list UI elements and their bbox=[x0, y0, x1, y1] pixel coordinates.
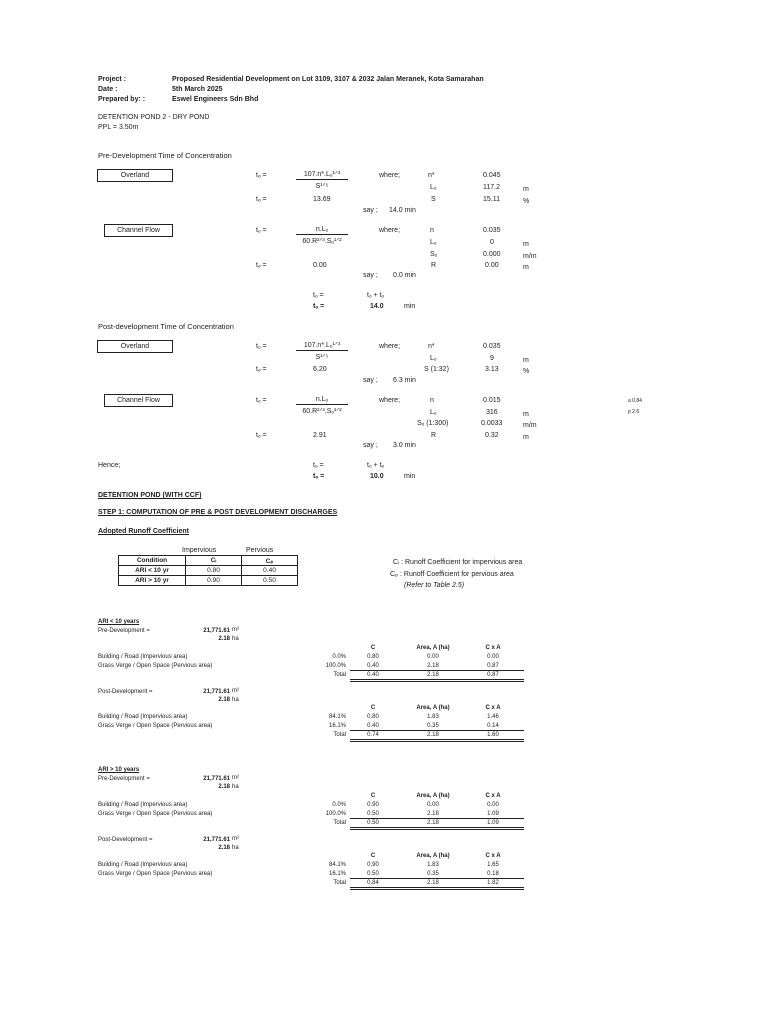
row-percent: 0.0% bbox=[332, 654, 346, 660]
pre-to-denom: S¹ᐟ⁵ bbox=[315, 183, 329, 190]
post-channel-box: Channel Flow bbox=[104, 394, 173, 407]
post-tc-label: tₒ = bbox=[313, 462, 324, 469]
post-dev-ha: 2.18 bbox=[218, 697, 230, 703]
row-area: 0.35 bbox=[427, 871, 439, 877]
runoff-coef-table bbox=[118, 555, 298, 586]
row-percent: 0.0% bbox=[332, 802, 346, 808]
runoff-coef-header-row bbox=[119, 556, 298, 566]
total-area: 2.18 bbox=[427, 732, 439, 738]
pre-tc-unit: min bbox=[404, 303, 416, 310]
col-header-area: Area, A (ha) bbox=[416, 645, 450, 651]
post-ch-sym-3: R bbox=[431, 432, 437, 439]
pre-td-label: tₒ = bbox=[256, 227, 267, 234]
row-cxa: 0.87 bbox=[487, 663, 499, 669]
pre-td-say: say ; bbox=[363, 272, 378, 279]
post-to-denom: S¹ᐟ⁵ bbox=[315, 354, 329, 361]
prepared-label: Prepared by: : bbox=[98, 96, 146, 103]
ppl-value: PPL = 3.50m bbox=[98, 124, 139, 131]
pre-to-say: say ; bbox=[363, 207, 378, 214]
total-bottom-rule-2 bbox=[350, 829, 524, 830]
pervious-header: Pervious bbox=[246, 547, 274, 554]
post-td-say-value: 3.0 min bbox=[393, 442, 416, 449]
total-label: Total bbox=[333, 672, 346, 678]
pre-tc-label: tₒ = bbox=[313, 292, 324, 299]
pre-dev-area: 21,771.61 bbox=[203, 776, 230, 782]
post-to-say: say ; bbox=[363, 377, 378, 384]
post-ov-sym-2: S (1:32) bbox=[424, 366, 449, 373]
post-dev-label: Post-Development = bbox=[98, 689, 153, 695]
row-area: 0.35 bbox=[427, 723, 439, 729]
ha-unit: ha bbox=[232, 845, 239, 851]
post-ch-sym-0: n bbox=[430, 397, 434, 404]
post-td-value: 2.91 bbox=[313, 432, 327, 439]
pre-ch-sym-1: Lₒ bbox=[430, 239, 437, 246]
total-bottom-rule-2 bbox=[350, 681, 524, 682]
ari-title: ARI > 10 years bbox=[98, 767, 140, 773]
row-cxa: 0.00 bbox=[487, 654, 499, 660]
row-description: Building / Road (Impervious area) bbox=[98, 862, 188, 868]
total-cxa: 1.82 bbox=[487, 880, 499, 886]
col-header-area: Area, A (ha) bbox=[416, 853, 450, 859]
pre-ov-val-0: 0.045 bbox=[483, 172, 501, 179]
pre-to-label-2: tₒ = bbox=[256, 196, 267, 203]
pre-ov-unit-1: m bbox=[523, 186, 529, 193]
pre-dev-area: 21,771.61 bbox=[203, 628, 230, 634]
total-top-rule bbox=[350, 730, 524, 731]
total-bottom-rule bbox=[350, 887, 524, 888]
col-header-area: Area, A (ha) bbox=[416, 793, 450, 799]
coef-title: Adopted Runoff Coefficient bbox=[98, 528, 189, 535]
pre-to-formula: 107.n*.Lₒ¹ᐟ³ bbox=[296, 171, 348, 180]
pre-ov-unit-2: % bbox=[523, 198, 530, 205]
pre-dev-ha: 2.18 bbox=[218, 636, 230, 642]
post-dev-area: 21,771.61 bbox=[203, 837, 230, 843]
col-header-cxa: C x A bbox=[485, 705, 501, 711]
note-cp: Cₚ : Runoff Coefficient for pervious area bbox=[390, 571, 514, 578]
total-bottom-rule bbox=[350, 679, 524, 680]
area-unit: m² bbox=[232, 836, 239, 842]
ci-cell: 0.90 bbox=[186, 576, 242, 586]
post-overland-box: Overland bbox=[97, 340, 173, 353]
post-to-formula: 107.n*.Lₒ¹ᐟ³ bbox=[296, 342, 348, 351]
total-label: Total bbox=[333, 732, 346, 738]
col-header-cxa: C x A bbox=[485, 645, 501, 651]
cp-cell: 0.40 bbox=[242, 566, 298, 576]
post-td-formula: n.Lₒ bbox=[296, 396, 348, 405]
post-ov-sym-1: Lₒ bbox=[430, 355, 437, 362]
header-ci: Cᵢ bbox=[186, 556, 242, 566]
side-note-a: a 0.84 bbox=[628, 398, 642, 404]
row-percent: 100.0% bbox=[325, 811, 346, 817]
pre-td-denom: 60.R²ᐟ³.Sₒ¹ᐟ² bbox=[302, 238, 342, 245]
row-percent: 16.1% bbox=[328, 723, 346, 729]
ha-unit: ha bbox=[232, 697, 239, 703]
total-area: 2.18 bbox=[427, 672, 439, 678]
pre-ch-val-2: 0.000 bbox=[483, 251, 501, 258]
post-tc-value: 10.0 bbox=[370, 473, 384, 480]
date-label: Date : bbox=[98, 86, 118, 93]
row-description: Building / Road (Impervious area) bbox=[98, 802, 188, 808]
row-area: 2.18 bbox=[427, 663, 439, 669]
post-td-label-2: tₒ = bbox=[256, 432, 267, 439]
pre-td-label-2: tₒ = bbox=[256, 262, 267, 269]
post-ov-sym-0: n* bbox=[428, 343, 435, 350]
post-ch-unit-2: m/m bbox=[523, 422, 537, 429]
total-label: Total bbox=[333, 880, 346, 886]
row-c: 0.80 bbox=[367, 714, 379, 720]
col-header-c: C bbox=[370, 853, 376, 859]
row-c: 0.50 bbox=[367, 811, 379, 817]
row-area: 1.83 bbox=[427, 862, 439, 868]
runoff-coef-row bbox=[119, 576, 298, 586]
total-bottom-rule bbox=[350, 827, 524, 828]
col-header-c: C bbox=[370, 793, 376, 799]
pre-dev-ha: 2.18 bbox=[218, 784, 230, 790]
pre-to-say-value: 14.0 min bbox=[389, 207, 416, 214]
total-area: 2.18 bbox=[427, 880, 439, 886]
total-cxa: 1.09 bbox=[487, 820, 499, 826]
note-ci: Cᵢ : Runoff Coefficient for impervious area bbox=[393, 559, 523, 566]
pre-ch-val-0: 0.035 bbox=[483, 227, 501, 234]
post-tc-formula: tₒ + tₒ bbox=[367, 462, 385, 469]
row-area: 0.00 bbox=[427, 654, 439, 660]
row-area: 1.83 bbox=[427, 714, 439, 720]
post-ch-where: where; bbox=[379, 397, 401, 404]
header-condition: Condition bbox=[119, 556, 186, 566]
post-tc-unit: min bbox=[404, 473, 416, 480]
pre-to-value: 13.69 bbox=[313, 196, 331, 203]
row-c: 0.90 bbox=[367, 802, 379, 808]
row-percent: 84.1% bbox=[328, 862, 346, 868]
pre-ch-val-1: 0 bbox=[490, 239, 494, 246]
step1-title: STEP 1: COMPUTATION OF PRE & POST DEVELOPMENT DISCHARGES bbox=[98, 509, 338, 516]
post-ch-unit-3: m bbox=[523, 434, 529, 441]
cond-cell: ARI > 10 yr bbox=[119, 576, 186, 586]
cp-cell: 0.50 bbox=[242, 576, 298, 586]
row-cxa: 0.00 bbox=[487, 802, 499, 808]
row-percent: 84.1% bbox=[328, 714, 346, 720]
post-tc-label-2: tₒ = bbox=[313, 473, 325, 480]
row-description: Building / Road (Impervious area) bbox=[98, 654, 188, 660]
header-cp: Cₚ bbox=[242, 556, 298, 566]
ha-unit: ha bbox=[232, 784, 239, 790]
pre-tc-value: 14.0 bbox=[370, 303, 384, 310]
total-area: 2.18 bbox=[427, 820, 439, 826]
row-cxa: 0.18 bbox=[487, 871, 499, 877]
post-ch-val-3: 0.32 bbox=[485, 432, 499, 439]
hence-label: Hence; bbox=[98, 462, 121, 469]
row-description: Building / Road (Impervious area) bbox=[98, 714, 188, 720]
row-cxa: 1.09 bbox=[487, 811, 499, 817]
pond-ccf-title: DETENTION POND (WITH CCF) bbox=[98, 492, 202, 499]
post-dev-area: 21,771.61 bbox=[203, 689, 230, 695]
col-header-cxa: C x A bbox=[485, 853, 501, 859]
post-td-label: tₒ = bbox=[256, 397, 267, 404]
post-dev-label: Post-Development = bbox=[98, 837, 153, 843]
post-ov-val-0: 0.035 bbox=[483, 343, 501, 350]
total-c: 0.84 bbox=[367, 880, 379, 886]
total-c: 0.74 bbox=[367, 732, 379, 738]
pre-ch-sym-3: R bbox=[431, 262, 437, 269]
post-td-say: say ; bbox=[363, 442, 378, 449]
pre-section-title: Pre-Development Time of Concentration bbox=[98, 151, 232, 160]
post-ov-unit-2: % bbox=[523, 368, 530, 375]
pre-dev-label: Pre-Development = bbox=[98, 776, 150, 782]
total-top-rule bbox=[350, 670, 524, 671]
post-ch-sym-1: Lₒ bbox=[430, 409, 437, 416]
row-description: Grass Verge / Open Space (Pervious area) bbox=[98, 723, 213, 729]
total-top-rule bbox=[350, 878, 524, 879]
total-cxa: 1.60 bbox=[487, 732, 499, 738]
project-label: Project : bbox=[98, 76, 127, 83]
pre-ch-unit-2: m/m bbox=[523, 253, 537, 260]
pre-td-value: 0.00 bbox=[313, 262, 327, 269]
post-dev-ha: 2.18 bbox=[218, 845, 230, 851]
pre-to-label: tₒ = bbox=[256, 172, 267, 179]
pre-td-formula: n.Lₒ bbox=[296, 226, 348, 235]
post-td-denom: 60.R²ᐟ³.Sₒ¹ᐟ² bbox=[302, 408, 342, 415]
col-header-area: Area, A (ha) bbox=[416, 705, 450, 711]
runoff-coef-row bbox=[119, 566, 298, 576]
row-cxa: 1.46 bbox=[487, 714, 499, 720]
col-header-c: C bbox=[370, 645, 376, 651]
note-table-ref: (Refer to Table 2.5) bbox=[404, 582, 465, 589]
col-header-c: C bbox=[370, 705, 376, 711]
pre-channel-box: Channel Flow bbox=[104, 224, 173, 237]
ha-unit: ha bbox=[232, 636, 239, 642]
project-value: Proposed Residential Development on Lot 3109, 3107 & 2032 Jalan Meranek, Kota Samarahan bbox=[172, 76, 484, 83]
post-ov-val-2: 3.13 bbox=[485, 366, 499, 373]
post-to-value: 6.20 bbox=[313, 366, 327, 373]
ari-title: ARI < 10 years bbox=[98, 619, 140, 625]
row-c: 0.80 bbox=[367, 654, 379, 660]
total-label: Total bbox=[333, 820, 346, 826]
pre-ch-unit-3: m bbox=[523, 264, 529, 271]
total-cxa: 0.87 bbox=[487, 672, 499, 678]
row-area: 2.18 bbox=[427, 811, 439, 817]
post-ch-val-1: 316 bbox=[486, 409, 498, 416]
pre-dev-label: Pre-Development = bbox=[98, 628, 150, 634]
total-c: 0.50 bbox=[367, 820, 379, 826]
pond-name: DETENTION POND 2 - DRY POND bbox=[98, 114, 210, 121]
post-ch-val-0: 0.015 bbox=[483, 397, 501, 404]
area-unit: m² bbox=[232, 627, 239, 633]
cond-cell: ARI < 10 yr bbox=[119, 566, 186, 576]
row-description: Grass Verge / Open Space (Pervious area) bbox=[98, 811, 213, 817]
total-bottom-rule-2 bbox=[350, 741, 524, 742]
ci-cell: 0.80 bbox=[186, 566, 242, 576]
total-bottom-rule bbox=[350, 739, 524, 740]
date-value: 5th March 2025 bbox=[172, 86, 223, 93]
pre-ov-where: where; bbox=[379, 172, 401, 179]
pre-ov-val-1: 117.2 bbox=[483, 184, 500, 191]
pre-ch-val-3: 0.00 bbox=[485, 262, 499, 269]
pre-overland-box: Overland bbox=[97, 169, 173, 182]
post-ov-unit-1: m bbox=[523, 357, 529, 364]
row-c: 0.50 bbox=[367, 871, 379, 877]
pre-ov-sym-0: n* bbox=[428, 172, 435, 179]
total-top-rule bbox=[350, 818, 524, 819]
col-header-cxa: C x A bbox=[485, 793, 501, 799]
side-note-p: p 2.6 bbox=[628, 409, 640, 415]
pre-ch-sym-0: n bbox=[430, 227, 434, 234]
row-percent: 100.0% bbox=[325, 663, 346, 669]
row-area: 0.00 bbox=[427, 802, 439, 808]
post-ch-sym-2: Sₒ (1:300) bbox=[417, 420, 449, 427]
row-percent: 16.1% bbox=[328, 871, 346, 877]
post-to-say-value: 6.3 min bbox=[393, 377, 416, 384]
pre-ov-sym-1: Lₒ bbox=[430, 184, 437, 191]
pre-td-say-value: 0.0 min bbox=[393, 272, 416, 279]
post-ch-unit-1: m bbox=[523, 411, 529, 418]
area-unit: m² bbox=[232, 775, 239, 781]
pre-ch-where: where; bbox=[379, 227, 401, 234]
pre-tc-formula: tₒ + tₒ bbox=[367, 292, 385, 299]
post-ov-where: where; bbox=[379, 343, 401, 350]
prepared-value: Eswel Engineers Sdn Bhd bbox=[172, 96, 259, 103]
total-c: 0.40 bbox=[367, 672, 379, 678]
post-section-title: Post-development Time of Concentration bbox=[98, 322, 234, 331]
row-description: Grass Verge / Open Space (Pervious area) bbox=[98, 663, 213, 669]
row-c: 0.40 bbox=[367, 723, 379, 729]
area-unit: m² bbox=[232, 688, 239, 694]
row-c: 0.40 bbox=[367, 663, 379, 669]
total-bottom-rule-2 bbox=[350, 889, 524, 890]
post-to-label: tₒ = bbox=[256, 343, 267, 350]
row-c: 0.90 bbox=[367, 862, 379, 868]
pre-tc-label-2: tₒ = bbox=[313, 303, 325, 310]
pre-ov-sym-2: S bbox=[431, 196, 436, 203]
post-to-label-2: tₒ = bbox=[256, 366, 267, 373]
pre-ov-val-2: 15.11 bbox=[483, 196, 500, 203]
post-ov-val-1: 9 bbox=[490, 355, 494, 362]
row-cxa: 1.65 bbox=[487, 862, 499, 868]
pre-ch-unit-1: m bbox=[523, 241, 529, 248]
row-description: Grass Verge / Open Space (Pervious area) bbox=[98, 871, 213, 877]
pre-ch-sym-2: Sₒ bbox=[430, 251, 438, 258]
row-cxa: 0.14 bbox=[487, 723, 499, 729]
post-ch-val-2: 0.0033 bbox=[481, 420, 503, 427]
impervious-header: Impervious bbox=[182, 547, 217, 554]
